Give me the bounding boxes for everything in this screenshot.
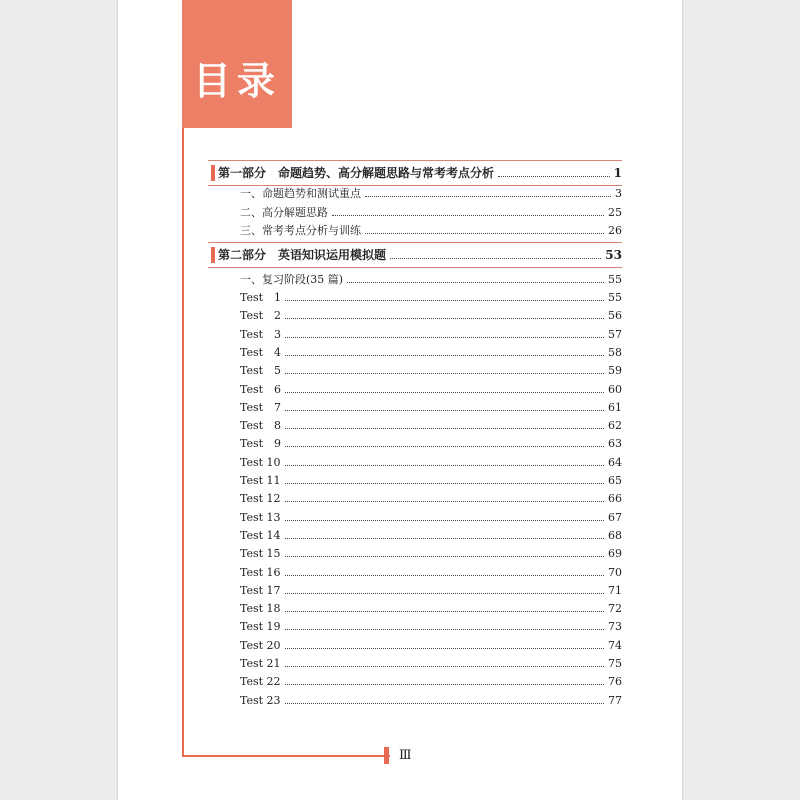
toc-entry xyxy=(240,456,622,470)
dot-leader xyxy=(285,355,604,356)
dot-leader xyxy=(285,392,604,393)
dot-leader xyxy=(285,666,604,667)
toc-entry-page: 56 xyxy=(608,309,622,323)
toc-entry-page: 26 xyxy=(608,224,622,237)
toc-entry-page: 63 xyxy=(608,437,622,451)
toc-entry-page: 59 xyxy=(608,364,622,378)
toc-entry-page: 76 xyxy=(608,675,622,689)
dot-leader xyxy=(285,428,604,429)
toc-entry-page: 77 xyxy=(608,693,622,707)
toc-entry-title: Test 1 xyxy=(240,291,282,304)
toc-entry-page: 60 xyxy=(608,382,622,396)
toc-entry-title: Test 13 xyxy=(240,510,281,524)
dot-leader xyxy=(285,337,604,338)
toc-entry-title: Test 20 xyxy=(240,638,281,652)
toc-entry xyxy=(240,328,622,342)
toc-entry-title: Test 14 xyxy=(240,528,281,542)
dot-leader xyxy=(285,318,604,319)
toc-entry-title: Test 10 xyxy=(240,455,281,469)
toc-entry-page: 70 xyxy=(608,565,622,579)
toc-entry xyxy=(240,584,622,598)
toc-entry-page: 62 xyxy=(608,419,622,433)
title-block xyxy=(182,0,292,128)
toc-entry-page: 72 xyxy=(608,602,622,616)
toc-section-entry xyxy=(218,248,622,262)
toc-entry xyxy=(240,657,622,671)
dot-leader xyxy=(285,629,604,630)
toc-entry-title: Test 21 xyxy=(240,657,281,670)
dot-leader xyxy=(285,501,604,502)
page-number: Ⅲ xyxy=(399,748,412,763)
toc-entry xyxy=(240,364,622,378)
toc-entry xyxy=(240,547,622,561)
toc-entry-title: Test 22 xyxy=(240,675,281,689)
dot-leader xyxy=(285,300,604,301)
toc-entry-title: Test 2 xyxy=(240,309,282,323)
toc-entry-title: 一、命题趋势和测试重点 xyxy=(240,187,361,200)
toc-entry-page: 55 xyxy=(608,273,622,286)
toc-entry-title: Test 15 xyxy=(240,547,281,561)
toc-entry xyxy=(240,273,622,287)
toc-entry-title: Test 6 xyxy=(240,382,282,396)
dot-leader xyxy=(285,520,604,521)
dot-leader xyxy=(285,575,604,576)
dot-leader xyxy=(285,684,604,685)
toc-entry xyxy=(240,224,622,238)
toc-entry-page: 66 xyxy=(608,492,622,506)
toc-entry-title: Test 16 xyxy=(240,565,281,579)
page-title: 目录 xyxy=(192,59,281,103)
dot-leader xyxy=(285,611,604,612)
toc-entry-title: 二、高分解题思路 xyxy=(240,206,328,219)
dot-leader xyxy=(365,233,604,234)
toc-entry-page: 25 xyxy=(608,206,622,219)
toc-entry xyxy=(240,437,622,451)
toc-entry-title: Test 7 xyxy=(240,400,282,414)
dot-leader xyxy=(285,556,604,557)
toc-entry xyxy=(240,291,622,305)
toc-entry-title: 三、常考考点分析与训练 xyxy=(240,224,361,237)
toc-entry-page: 74 xyxy=(608,638,622,652)
toc-entry xyxy=(240,206,622,220)
toc-entry-page: 71 xyxy=(608,583,622,597)
toc-entry xyxy=(240,346,622,360)
dot-leader xyxy=(285,410,604,411)
toc-entry-page: 65 xyxy=(608,474,622,487)
toc-entry-page: 73 xyxy=(608,620,622,634)
dot-leader xyxy=(332,215,604,216)
toc-entry xyxy=(240,492,622,506)
toc-entry-title: Test 9 xyxy=(240,437,282,451)
toc-entry xyxy=(240,694,622,708)
dot-leader xyxy=(285,446,604,447)
toc-entry xyxy=(240,566,622,580)
toc-entry-title: 一、复习阶段(35 篇) xyxy=(240,273,344,286)
toc-entry xyxy=(240,639,622,653)
toc-entry-title: Test 11 xyxy=(240,474,281,487)
page-number-marker xyxy=(384,747,389,764)
toc-entry-title: Test 18 xyxy=(240,602,281,616)
vertical-accent-line xyxy=(182,128,184,756)
toc-entry xyxy=(240,419,622,433)
toc-entry xyxy=(240,620,622,634)
toc-entry-title: Test 5 xyxy=(240,364,282,378)
dot-leader xyxy=(285,648,604,649)
dot-leader xyxy=(285,465,604,466)
toc-entry xyxy=(240,401,622,415)
dot-leader xyxy=(365,196,611,197)
toc-entry-page: 75 xyxy=(608,657,622,670)
toc-entry-page: 58 xyxy=(608,345,622,359)
toc-entry-page: 67 xyxy=(608,510,622,524)
toc-entry-title: 第二部分 英语知识运用模拟题 xyxy=(218,248,387,262)
toc-entry-title: 第一部分 命题趋势、高分解题思路与常考考点分析 xyxy=(218,166,495,180)
toc-entry xyxy=(240,675,622,689)
toc-entry-page: 53 xyxy=(605,248,622,262)
toc-entry-title: Test 23 xyxy=(240,693,281,707)
toc-entry xyxy=(240,474,622,488)
dot-leader xyxy=(285,593,604,594)
dot-leader xyxy=(498,176,610,177)
dot-leader xyxy=(285,538,604,539)
toc-entry-page: 68 xyxy=(608,528,622,542)
toc-entry xyxy=(240,383,622,397)
toc-entry xyxy=(240,529,622,543)
toc-entry-title: Test 8 xyxy=(240,419,282,433)
toc-entry xyxy=(240,187,622,201)
toc-entry xyxy=(240,602,622,616)
toc-entry-title: Test 4 xyxy=(240,345,282,359)
dot-leader xyxy=(285,373,604,374)
toc-entry-title: Test 17 xyxy=(240,583,281,597)
toc-entry-title: Test 12 xyxy=(240,492,281,506)
toc-entry-page: 55 xyxy=(608,291,622,304)
toc-entry xyxy=(240,511,622,525)
toc-entry-page: 3 xyxy=(615,187,622,200)
toc-entry-page: 69 xyxy=(608,547,622,561)
dot-leader xyxy=(285,483,604,484)
toc-entry-page: 64 xyxy=(608,455,622,469)
toc-entry-title: Test 19 xyxy=(240,620,281,634)
dot-leader xyxy=(285,703,604,704)
dot-leader xyxy=(390,258,601,259)
toc-entry-title: Test 3 xyxy=(240,327,282,341)
toc-entry-page: 57 xyxy=(608,327,622,341)
horizontal-accent-line xyxy=(182,755,390,757)
dot-leader xyxy=(347,282,604,283)
toc-entry xyxy=(240,309,622,323)
toc-section-entry xyxy=(218,166,622,180)
toc-entry-page: 61 xyxy=(608,400,622,414)
toc-entry-page: 1 xyxy=(613,166,622,180)
